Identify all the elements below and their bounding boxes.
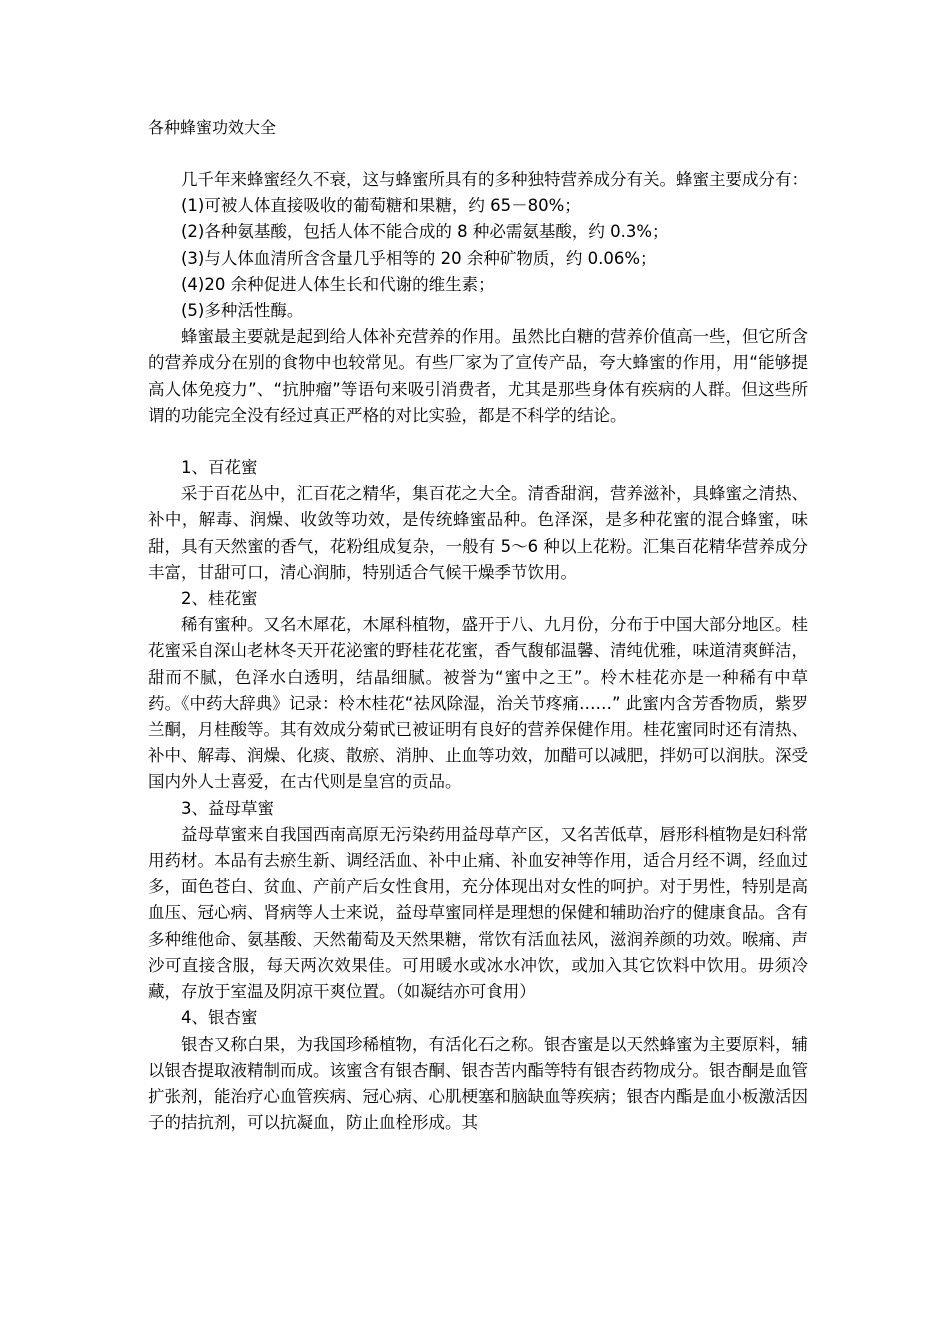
- section-spacer: [148, 429, 808, 455]
- nutrient-item: (3)与人体血清所含含量几乎相等的 20 余种矿物质，约 0.06%；: [181, 248, 657, 268]
- section-heading-guihua: 2、桂花蜜: [181, 589, 258, 609]
- nutrient-item: (2)各种氨基酸，包括人体不能合成的 8 种必需氨基酸，约 0.3%；: [181, 222, 669, 242]
- section-body-yimucao: 益母草蜜来自我国西南高原无污染药用益母草产区，又名苦低草，唇形科植物是妇科常用药材。本品有去瘀生新、调经活血、补中止痛、补血安神等作用，适合月经不调，经血过多，面色苍白、贫血、产前产后女性食用，充分体现出对女性的呵护。对于男性，特别是高血压、冠心病、肾病等人士来说，益母草蜜同样是理想的保健和辅助治疗的健康食品。含有多种维他命、氨基酸、天然葡萄及天然果糖，常饮有活血祛风，滋润养颜的功效。喉痛、声沙可直接含服，每天两次效果佳。可用暖水或冰水冲饮，或加入其它饮料中饮用。毋须冷藏，存放于室温及阴凉干爽位置。（如凝结亦可食用）: [148, 824, 808, 1002]
- section-heading-yimucao: 3、益母草蜜: [181, 798, 274, 818]
- section-body-baihua: 采于百花丛中，汇百花之精华，集百花之大全。清香甜润，营养滋补，具蜂蜜之清热、补中，解毒、润燥、收敛等功效，是传统蜂蜜品种。色泽深，是多种花蜜的混合蜂蜜，味甜，具有天然蜜的香气，花粉组成复杂，一般有 5～6 种以上花粉。汇集百花精华营养成分丰富，甘甜可口，清心润肺，特别适合气候干燥季节饮用。: [148, 484, 808, 582]
- nutrient-item: (4)20 余种促进人体生长和代谢的维生素；: [181, 274, 495, 294]
- section-body-guihua: 稀有蜜种。又名木犀花，木犀科植物，盛开于八、九月份，分布于中国大部分地区。桂花蜜采自深山老林冬天开花泌蜜的野桂花花蜜，香气馥郁温馨、清纯优雅，味道清爽鲜洁，甜而不腻，色泽水白透明，结晶细腻。被誉为“蜜中之王”。柃木桂花亦是一种稀有中草药。《中药大辞典》记录：柃木桂花“祛风除湿，治关节疼痛……” 此蜜内含芳香物质，紫罗兰酮，月桂酸等。其有效成分菊甙已被证明有良好的营养保健作用。桂花蜜同时还有清热、补中、解毒、润燥、化痰、散瘀、消肿、止血等功效，加醋可以减肥，拌奶可以润肤。深受国内外人士喜爱，在古代则是皇宫的贡品。: [148, 615, 808, 792]
- intro-paragraph: 几千年来蜂蜜经久不衰，这与蜂蜜所具有的多种独特营养成分有关。蜂蜜主要成分有：: [181, 170, 808, 189]
- nutrient-item: (5)多种活性酶。: [181, 301, 304, 321]
- document-page: [148, 115, 808, 1136]
- section-heading-yinxing: 4、银杏蜜: [181, 1008, 258, 1028]
- section-heading-baihua: 1、百花蜜: [181, 458, 258, 478]
- document-title: 各种蜂蜜功效大全: [148, 118, 277, 137]
- intro-closing-paragraph: 蜂蜜最主要就是起到给人体补充营养的作用。虽然比白糖的营养价值高一些，但它所含的营养成分在别的食物中也较常见。有些厂家为了宣传产品，夸大蜂蜜的作用，用“能够提高人体免疫力”、“抗肿瘤”等语句来吸引消费者，尤其是那些身体有疾病的人群。但这些所谓的功能完全没有经过真正严格的对比实验，都是不科学的结论。: [148, 327, 808, 425]
- nutrient-item: (1)可被人体直接吸收的葡萄糖和果糖，约 65－80%；: [181, 196, 581, 216]
- section-body-yinxing: 银杏又称白果，为我国珍稀植物，有活化石之称。银杏蜜是以天然蜂蜜为主要原料，辅以银杏提取液精制而成。该蜜含有银杏酮、银杏苦内酯等特有银杏药物成分。银杏酮是血管扩张剂，能治疗心血管疾病、冠心病、心肌梗塞和脑缺血等疾病；银杏内酯是血小板激活因子的拮抗剂，可以抗凝血，防止血栓形成。其: [148, 1034, 808, 1133]
